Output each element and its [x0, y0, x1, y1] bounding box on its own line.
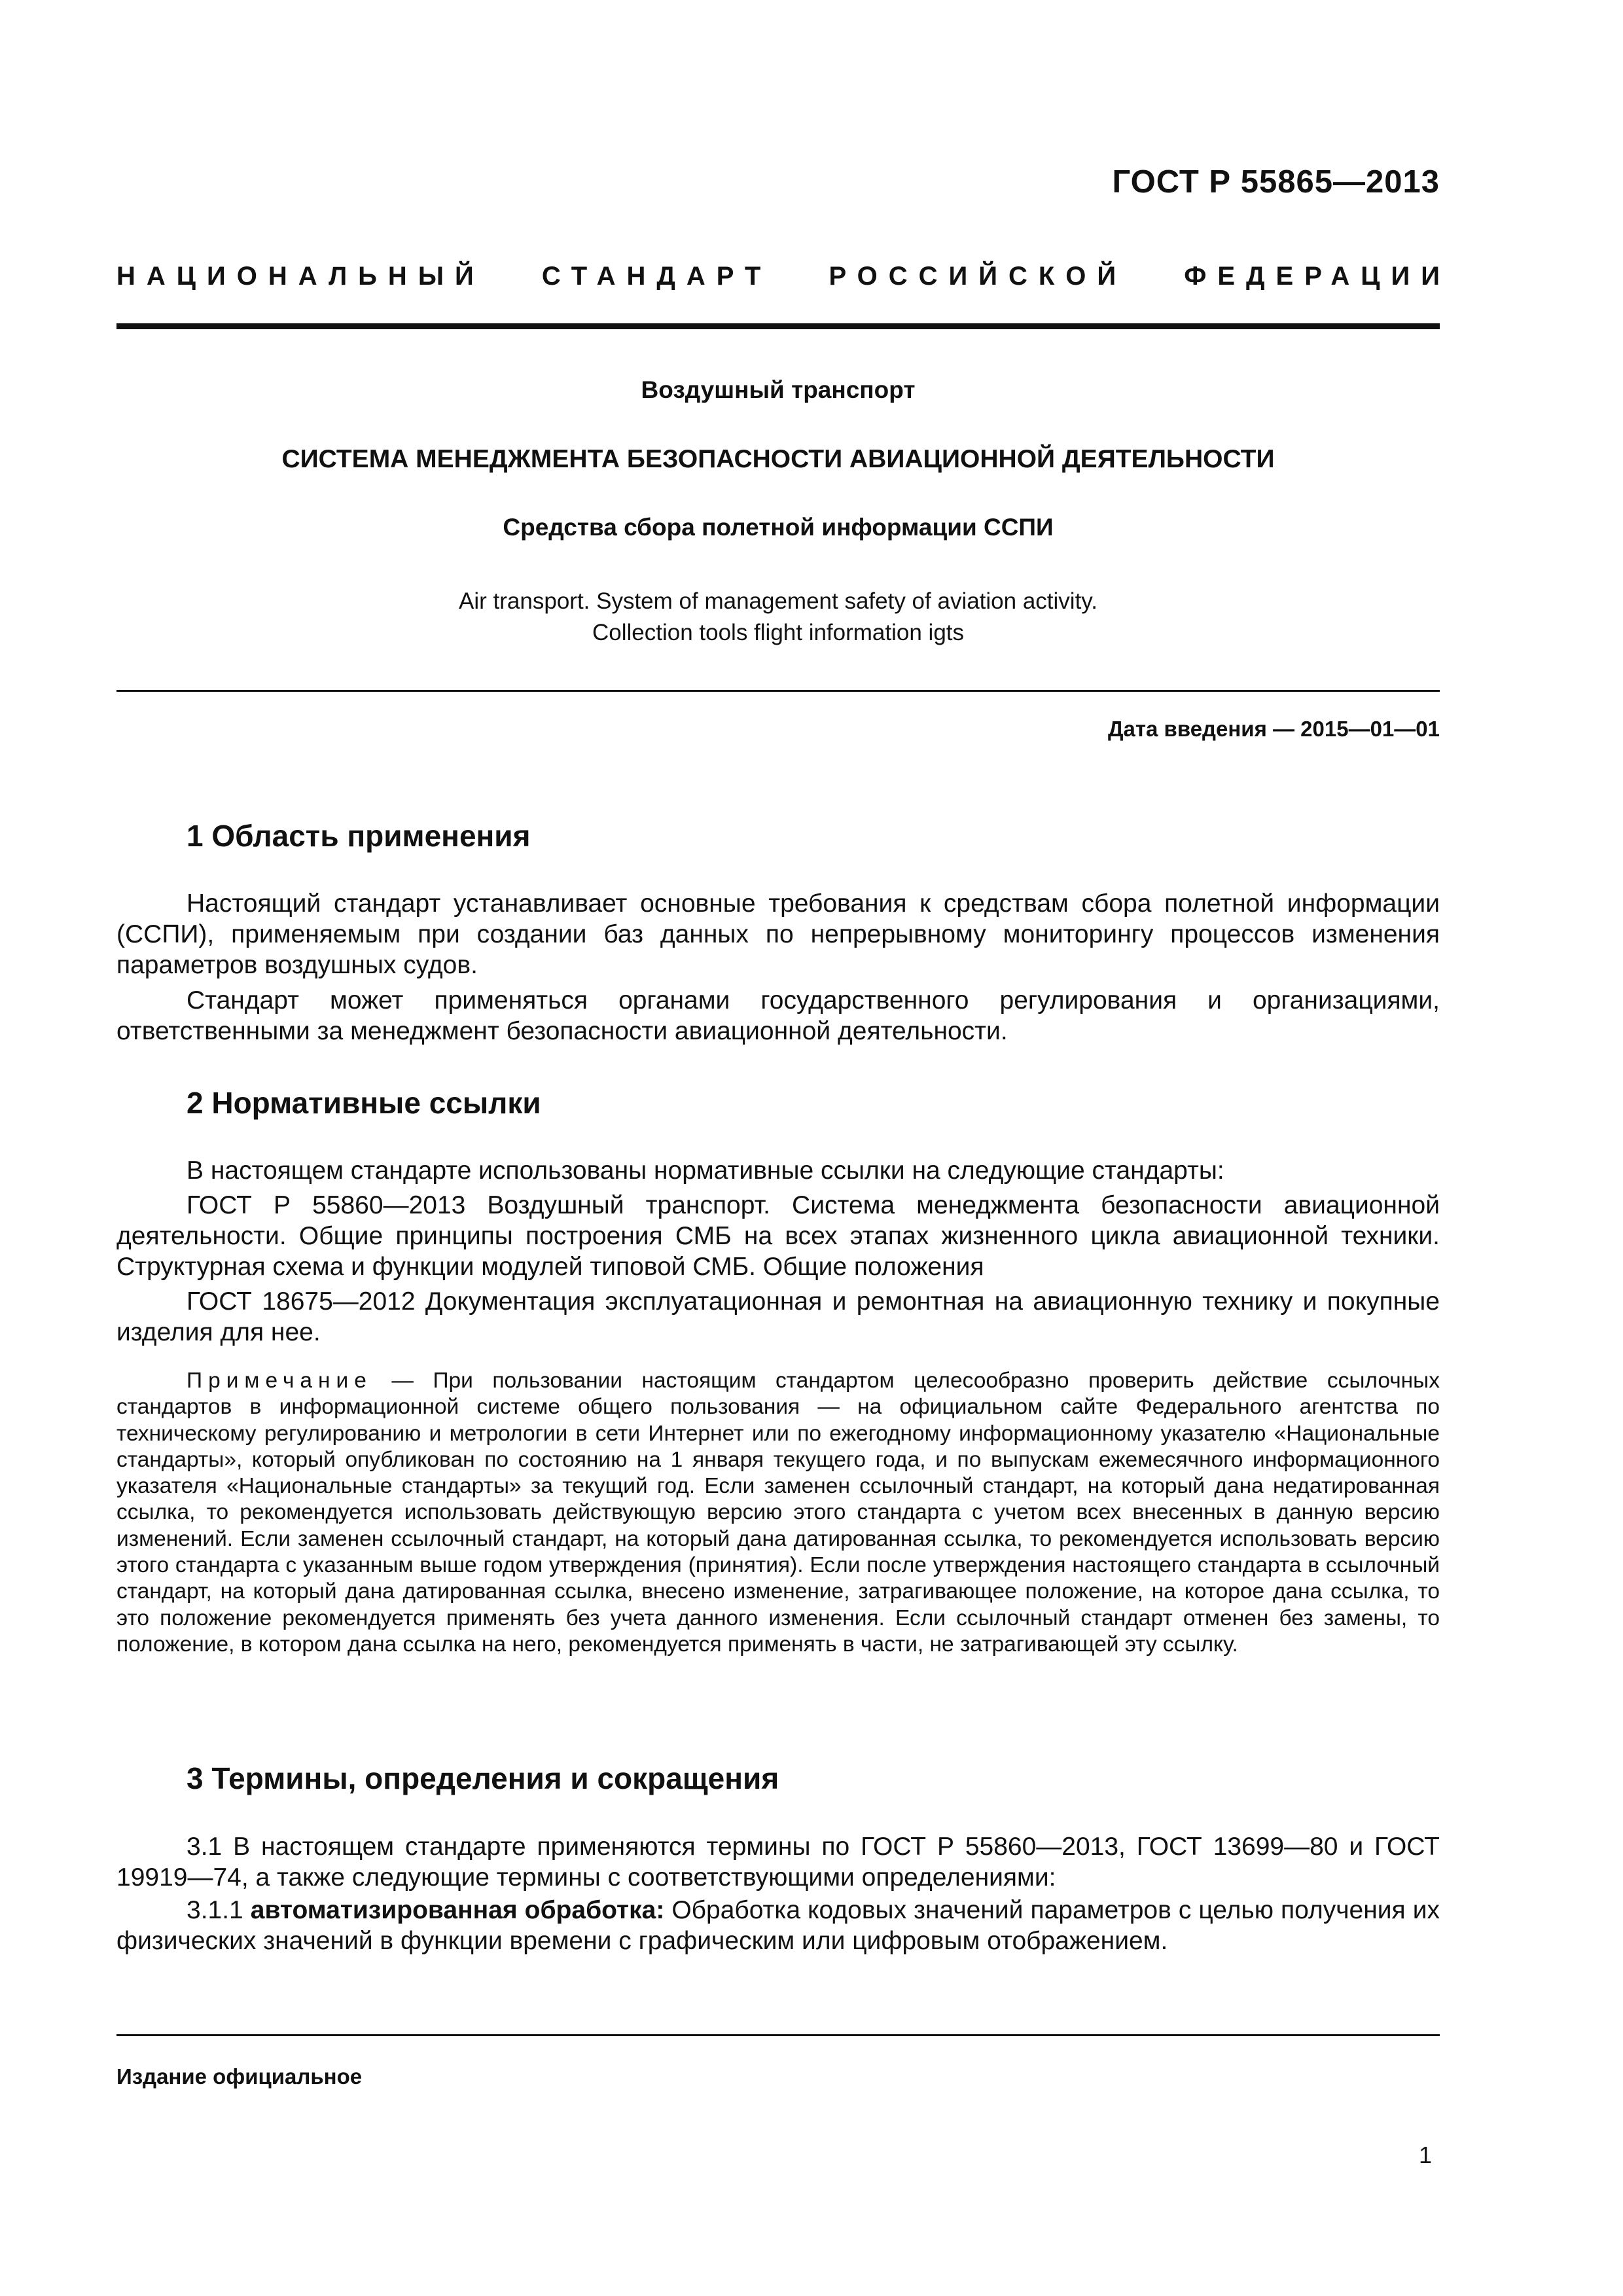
banner-word: НАЦИОНАЛЬНЫЙ [116, 262, 485, 291]
title-english-line: Collection tools flight information igts [592, 620, 965, 645]
title-english [116, 586, 1440, 649]
section-heading: 2 Нормативные ссылки [187, 1086, 541, 1120]
banner-word: СТАНДАРТ [541, 262, 772, 291]
national-standard-banner [116, 262, 1451, 291]
title-english-line: Air transport. System of management safety of aviation activity. [459, 588, 1097, 614]
official-edition-label: Издание официальное [116, 2064, 363, 2089]
page-number: 1 [1418, 2142, 1432, 2168]
term-text: Обработка кодовых значений параметров с целью получения их физических значений в функции времени с графическим или цифровым отображением. [116, 1896, 1440, 1955]
term-name: автоматизированная обработка: [250, 1896, 665, 1924]
paragraph: В настоящем стандарте использованы нормативные ссылки на следующие стандарты: [187, 1157, 1224, 1185]
banner-word: РОССИЙСКОЙ [829, 262, 1128, 291]
paragraph: Настоящий стандарт устанавливает основные требования к средствам сбора полетной информации (ССПИ), применяемым при создании баз данных по непрерывному мониторингу процессов изменения параметров воздушных судов. [116, 889, 1440, 979]
section-heading: 1 Область применения [187, 819, 531, 853]
note-label: Примечание [187, 1369, 372, 1393]
header-divider [116, 323, 1440, 329]
title-area: Воздушный транспорт [641, 376, 916, 403]
introduction-date: Дата введения — 2015—01—01 [1108, 717, 1440, 741]
note-block [116, 1368, 1440, 1658]
title-main: СИСТЕМА МЕНЕДЖМЕНТА БЕЗОПАСНОСТИ АВИАЦИОННОЙ ДЕЯТЕЛЬНОСТИ [281, 445, 1275, 473]
term-definition [116, 1895, 1440, 1956]
reference-entry: ГОСТ 18675—2012 Документация эксплуатационная и ремонтная на авиационную технику и покупные изделия для нее. [116, 1287, 1440, 1346]
paragraph: 3.1 В настоящем стандарте применяются термины по ГОСТ Р 55860—2013, ГОСТ 13699—80 и ГОСТ 19919—74, а также следующие термины с соответствующими определениями: [116, 1833, 1440, 1892]
title-divider [116, 690, 1440, 692]
footer-divider [116, 2034, 1440, 2036]
banner-word: ФЕДЕРАЦИИ [1184, 262, 1451, 291]
document-code: ГОСТ Р 55865—2013 [1112, 164, 1440, 200]
term-number: 3.1.1 [187, 1896, 251, 1924]
section-heading: 3 Термины, определения и сокращения [187, 1761, 779, 1795]
reference-entry: ГОСТ Р 55860—2013 Воздушный транспорт. Система менеджмента безопасности авиационной деятельности. Общие принципы построения СМБ на всех этапах жизненного цикла авиационной техники. Структурная схема и функции модулей типовой СМБ. Общие положения [116, 1191, 1440, 1281]
paragraph: Стандарт может применяться органами государственного регулирования и организациями, ответственными за менеджмент безопасности авиационной деятельности. [116, 986, 1440, 1045]
title-sub: Средства сбора полетной информации ССПИ [503, 514, 1054, 541]
note-text: — При пользовании настоящим стандартом целесообразно проверить действие ссылочных стандартов в информационной системе общего пользования — на официальном сайте Федерального агентства по техническому регулированию и метрологии в сети Интернет или по ежегодному информационному указателю «Национальные стандарты», который опубликован по состоянию на 1 января текущего года, и по выпускам ежемесячного информационного указателя «Национальные стандарты» за текущий год. Если заменен ссылочный стандарт, на который дана недатированная ссылка, то рекомендуется использовать действующую версию этого стандарта с учетом всех внесенных в данную версию изменений. Если заменен ссылочный стандарт, на который дана датированная ссылка, то рекомендуется использовать версию этого стандарта с указанным выше годом утверждения (принятия). Если после утверждения настоящего стандарта в ссылочный стандарт, на который дана датированная ссылка, внесено изменение, затрагивающее положение, на которое дана ссылка, то это положение рекомендуется применять без учета данного изменения. Если ссылочный стандарт отменен без замены, то положение, в котором дана ссылка на него, рекомендуется применять в части, не затрагивающей эту ссылку. [116, 1369, 1440, 1657]
